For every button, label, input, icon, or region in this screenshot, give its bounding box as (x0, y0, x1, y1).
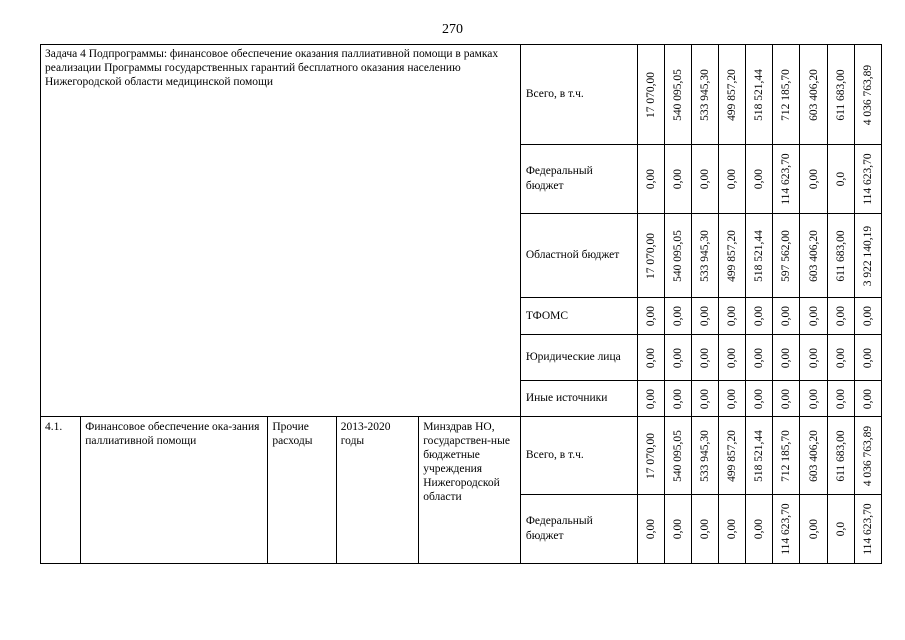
executor: Минздрав НО, государствен-ные бюджетные учреждения Нижегородской области (419, 417, 521, 564)
value-cell: 0,00 (637, 298, 664, 335)
value-cell: 0,00 (664, 381, 691, 417)
table-row (41, 417, 882, 495)
value-cell: 3 922 140,19 (854, 214, 881, 298)
value-cell: 611 683,00 (827, 214, 854, 298)
value-cell: 712 185,70 (773, 417, 800, 495)
value-cell: 17 070,00 (637, 214, 664, 298)
value-cell: 0,00 (718, 335, 745, 381)
value-cell: 0,00 (691, 381, 718, 417)
value-cell: 0,00 (800, 381, 827, 417)
source-cell: Всего, в т.ч. (520, 417, 637, 495)
source-cell: Всего, в т.ч. (520, 45, 637, 145)
value-cell: 611 683,00 (827, 417, 854, 495)
value-cell: 0,00 (718, 495, 745, 564)
value-cell: 0,00 (800, 145, 827, 214)
source-cell: Иные источники (520, 381, 637, 417)
value-cell: 0,00 (664, 335, 691, 381)
value-cell: 0,00 (746, 298, 773, 335)
value-cell: 540 095,05 (664, 417, 691, 495)
value-cell: 603 406,20 (800, 214, 827, 298)
value-cell: 0,00 (827, 298, 854, 335)
value-cell: 597 562,00 (773, 214, 800, 298)
value-cell: 0,00 (773, 335, 800, 381)
value-cell: 0,00 (746, 145, 773, 214)
value-cell: 0,00 (800, 495, 827, 564)
value-cell: 0,00 (637, 495, 664, 564)
item-number: 4.1. (41, 417, 81, 564)
value-cell: 0,00 (773, 381, 800, 417)
value-cell: 0,00 (664, 495, 691, 564)
value-cell: 499 857,20 (718, 45, 745, 145)
source-cell: ТФОМС (520, 298, 637, 335)
value-cell: 4 036 763,89 (854, 45, 881, 145)
value-cell: 17 070,00 (637, 45, 664, 145)
value-cell: 114 623,70 (854, 145, 881, 214)
value-cell: 611 683,00 (827, 45, 854, 145)
budget-table (40, 44, 882, 564)
value-cell: 0,00 (827, 335, 854, 381)
value-cell: 114 623,70 (854, 495, 881, 564)
source-cell: Областной бюджет (520, 214, 637, 298)
value-cell: 603 406,20 (800, 45, 827, 145)
item-name: Финансовое обеспечение ока-зания паллиативной помощи (81, 417, 268, 564)
value-cell: 533 945,30 (691, 417, 718, 495)
value-cell: 0,00 (773, 298, 800, 335)
value-cell: 0,00 (664, 145, 691, 214)
value-cell: 499 857,20 (718, 214, 745, 298)
value-cell: 0,0 (827, 495, 854, 564)
value-cell: 0,00 (800, 298, 827, 335)
value-cell: 0,00 (827, 381, 854, 417)
value-cell: 0,00 (664, 298, 691, 335)
value-cell: 540 095,05 (664, 214, 691, 298)
value-cell: 0,00 (800, 335, 827, 381)
value-cell: 540 095,05 (664, 45, 691, 145)
value-cell: 533 945,30 (691, 45, 718, 145)
value-cell: 0,00 (691, 495, 718, 564)
value-cell: 0,00 (746, 335, 773, 381)
value-cell: 603 406,20 (800, 417, 827, 495)
value-cell: 0,00 (854, 298, 881, 335)
value-cell: 533 945,30 (691, 214, 718, 298)
value-cell: 0,00 (691, 145, 718, 214)
value-cell: 0,00 (637, 381, 664, 417)
value-cell: 0,00 (718, 381, 745, 417)
value-cell: 0,00 (746, 381, 773, 417)
value-cell: 4 036 763,89 (854, 417, 881, 495)
value-cell: 0,0 (827, 145, 854, 214)
value-cell: 518 521,44 (746, 214, 773, 298)
source-cell: Федеральный бюджет (520, 495, 637, 564)
page-number: 270 (442, 22, 463, 37)
value-cell: 0,00 (854, 381, 881, 417)
table-row (41, 45, 882, 145)
value-cell: 0,00 (854, 335, 881, 381)
value-cell: 0,00 (691, 335, 718, 381)
value-cell: 0,00 (637, 145, 664, 214)
value-cell: 0,00 (637, 335, 664, 381)
value-cell: 518 521,44 (746, 417, 773, 495)
value-cell: 0,00 (718, 298, 745, 335)
expense-type: Прочие расходы (268, 417, 336, 564)
value-cell: 0,00 (691, 298, 718, 335)
value-cell: 499 857,20 (718, 417, 745, 495)
value-cell: 518 521,44 (746, 45, 773, 145)
source-cell: Юридические лица (520, 335, 637, 381)
value-cell: 712 185,70 (773, 45, 800, 145)
period: 2013-2020 годы (336, 417, 418, 564)
value-cell: 17 070,00 (637, 417, 664, 495)
value-cell: 114 623,70 (773, 145, 800, 214)
value-cell: 114 623,70 (773, 495, 800, 564)
task-title: Задача 4 Подпрограммы: финансовое обеспечение оказания паллиативной помощи в рамках реализации Программы государственных гарантий бесплатного оказания населению Нижегородской области медицинской помощи (41, 45, 521, 417)
value-cell: 0,00 (718, 145, 745, 214)
value-cell: 0,00 (746, 495, 773, 564)
source-cell: Федеральный бюджет (520, 145, 637, 214)
